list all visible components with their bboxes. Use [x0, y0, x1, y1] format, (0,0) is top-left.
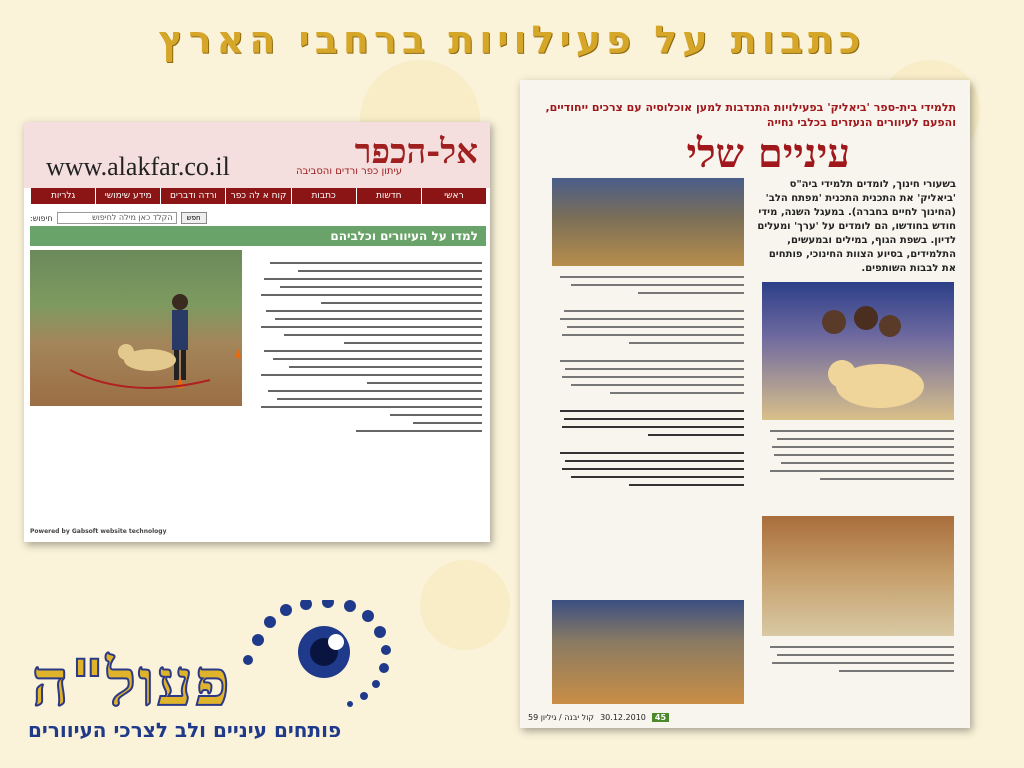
nav-item: גלריות	[30, 188, 95, 204]
issue-date: 30.12.2010	[600, 713, 646, 722]
powered-by: Powered by Gabsoft website technology	[30, 528, 167, 535]
magazine-column-caption	[762, 646, 954, 678]
website-url: www.alakfar.co.il	[46, 152, 230, 181]
website-nav	[30, 188, 486, 204]
article-body-text	[252, 262, 482, 522]
issue-name: קול יבנה / גיליון 59	[528, 713, 595, 722]
photo-illustration	[30, 250, 242, 406]
nav-item: קוח א לה כפר	[225, 188, 290, 204]
magazine-column-left	[552, 276, 744, 492]
magazine-photo-seated	[762, 516, 954, 636]
magazine-article-clipping	[520, 80, 970, 728]
photo-illustration	[762, 282, 954, 420]
magazine-lead: תלמידי בית-ספר 'ביאליק' בפעילויות התנדבות למען אוכלוסיה עם צרכים ייחודיים, והפעם לעיוורים הנעזרים בכלבי נחייה	[545, 101, 956, 129]
website-tagline: עיתון כפר ורדים והסביבה	[295, 166, 402, 177]
website-article-clipping	[24, 122, 490, 542]
nav-item: מידע שימושי	[95, 188, 160, 204]
magazine-title: עיניים שלי	[686, 130, 850, 177]
nav-item: חדשות	[356, 188, 421, 204]
magazine-column-right	[762, 430, 954, 486]
logo-slogan: פותחים עיניים ולב לצרכי העיוורים	[28, 718, 342, 742]
magazine-intro: בשעורי חינוך, לומדים תלמידי ביה"ס 'ביאליק' את התכנית התכנית 'מפתח הלב' (החינוך לחיים בחברה). במעגל השנה, מידי חודש בחודשו, הם לומדים על 'ערך' ומעלים לדיון. בשפת הגוף, במילים ובמעשים, התלמידים, בסיוע הצוות החינוכי, פותחים את לבבות השותפים.	[757, 179, 956, 274]
article-photo-guide-dog	[30, 250, 242, 406]
website-search	[30, 210, 486, 226]
background-circle	[420, 560, 510, 650]
website-logo: אל-הכפר	[354, 132, 478, 172]
organization-logo	[24, 600, 404, 760]
search-input: הקלד כאן מילה לחיפוש	[57, 212, 177, 224]
search-button: חפש	[181, 212, 207, 224]
magazine-footer	[528, 713, 669, 722]
slide-title: כתבות על פעילויות ברחבי הארץ	[158, 18, 866, 62]
website-header	[24, 122, 490, 188]
magazine-photo-court	[552, 600, 744, 704]
search-label: חיפוש:	[30, 213, 53, 223]
logo-wordmark: פעול"ה	[32, 646, 232, 721]
nav-item: כתבות	[291, 188, 356, 204]
article-title: למדו על העיוורים וכלביהם	[30, 226, 486, 246]
magazine-photo-gym	[552, 178, 744, 266]
page-number: 45	[652, 713, 669, 722]
nav-item: ראשי	[421, 188, 486, 204]
nav-item: ורדה ודברים	[160, 188, 225, 204]
magazine-photo-students-dog	[762, 282, 954, 420]
